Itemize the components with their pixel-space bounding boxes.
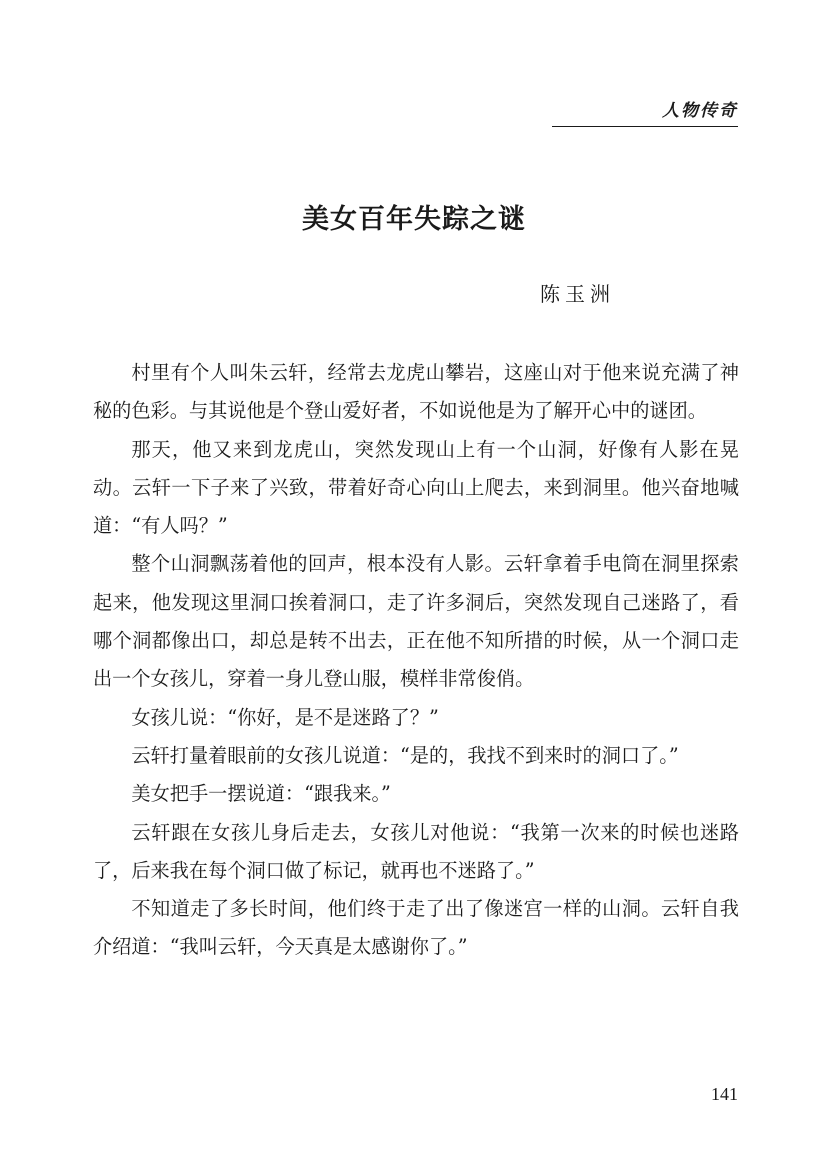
- paragraph: 村里有个人叫朱云轩，经常去龙虎山攀岩，这座山对于他来说充满了神秘的色彩。与其说他是个登山爱好者，不如说他是为了解开心中的谜团。: [93, 361, 739, 423]
- article-title: 美女百年失踪之谜: [302, 204, 526, 235]
- page-number: 141: [711, 1084, 738, 1104]
- paragraph: 那天，他又来到龙虎山，突然发现山上有一个山洞，好像有人影在晃动。云轩一下子来了兴致，带着好奇心向山上爬去，来到洞里。他兴奋地喊道：“有人吗？”: [93, 437, 739, 538]
- paragraph: 整个山洞飘荡着他的回声，根本没有人影。云轩拿着手电筒在洞里探索起来，他发现这里洞口挨着洞口，走了许多洞后，突然发现自己迷路了，看哪个洞都像出口，却总是转不出去，正在他不知所措的时候，从一个洞口走出一个女孩儿，穿着一身儿登山服，模样非常俊俏。: [93, 552, 739, 691]
- section-header: 人物传奇: [662, 101, 738, 121]
- paragraph: 女孩儿说：“你好，是不是迷路了？”: [131, 705, 439, 729]
- section-rule: [552, 126, 738, 127]
- article-body: [93, 354, 739, 967]
- paragraph: 不知道走了多长时间，他们终于走了出了像迷宫一样的山洞。云轩自我介绍道：“我叫云轩，今天真是太感谢你了。”: [93, 897, 739, 959]
- paragraph: 云轩打量着眼前的女孩儿说道：“是的，我找不到来时的洞口了。”: [131, 743, 679, 767]
- paragraph: 云轩跟在女孩儿身后走去，女孩儿对他说：“我第一次来的时候也迷路了，后来我在每个洞口做了标记，就再也不迷路了。”: [93, 820, 739, 882]
- paragraph: 美女把手一摆说道：“跟我来。”: [131, 782, 391, 806]
- article-author: 陈玉洲: [540, 282, 615, 306]
